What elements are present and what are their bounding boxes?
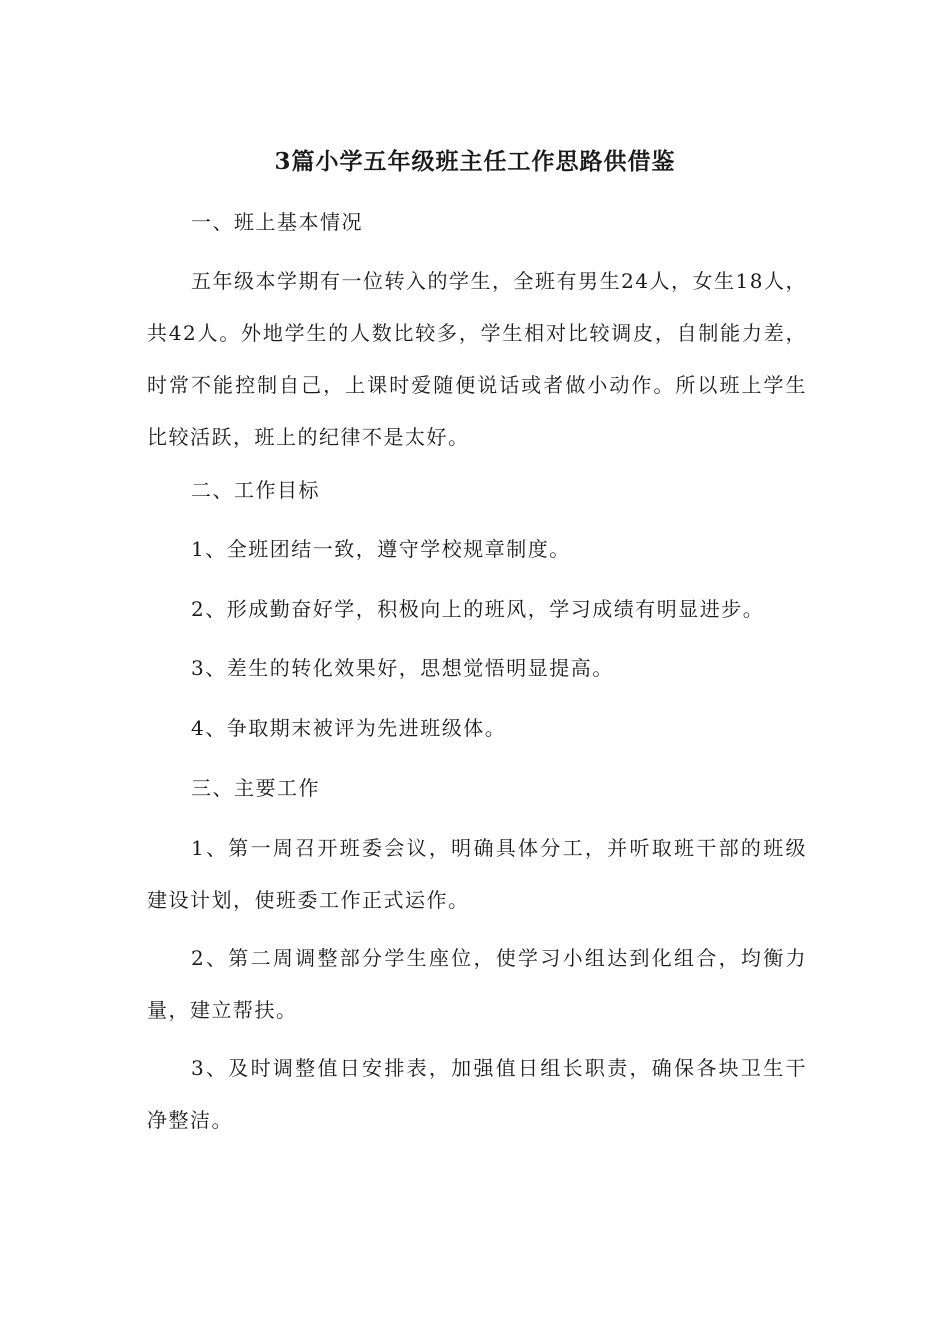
goal-item-4: 4、争取期末被评为先进班级体。: [191, 716, 507, 740]
work-item-2: 2、第二周调整部分学生座位，使学习小组达到化组合，均衡力量，建立帮扶。: [147, 946, 807, 1022]
section-heading-main-work: 三、主要工作: [191, 776, 320, 800]
work-item-1: 1、第一周召开班委会议，明确具体分工，并听取班干部的班级建设计划，使班委工作正式运作。: [147, 836, 807, 912]
document-title: 3篇小学五年级班主任工作思路供借鉴: [274, 148, 676, 175]
paragraph-class-description: 五年级本学期有一位转入的学生，全班有男生24人，女生18人，共42人。外地学生的人数比较多，学生相对比较调皮，自制能力差，时常不能控制自己，上课时爱随便说话或者做小动作。所以班上学生比较活跃，班上的纪律不是太好。: [147, 269, 807, 449]
goal-item-2: 2、形成勤奋好学，积极向上的班风，学习成绩有明显进步。: [191, 597, 765, 621]
goal-item-3: 3、差生的转化效果好，思想觉悟明显提高。: [191, 656, 614, 680]
work-item-3: 3、及时调整值日安排表，加强值日组长职责，确保各块卫生干净整洁。: [147, 1056, 807, 1132]
section-heading-work-goals: 二、工作目标: [191, 478, 320, 502]
section-heading-basic-situation: 一、班上基本情况: [191, 210, 363, 234]
goal-item-1: 1、全班团结一致，遵守学校规章制度。: [191, 537, 571, 561]
